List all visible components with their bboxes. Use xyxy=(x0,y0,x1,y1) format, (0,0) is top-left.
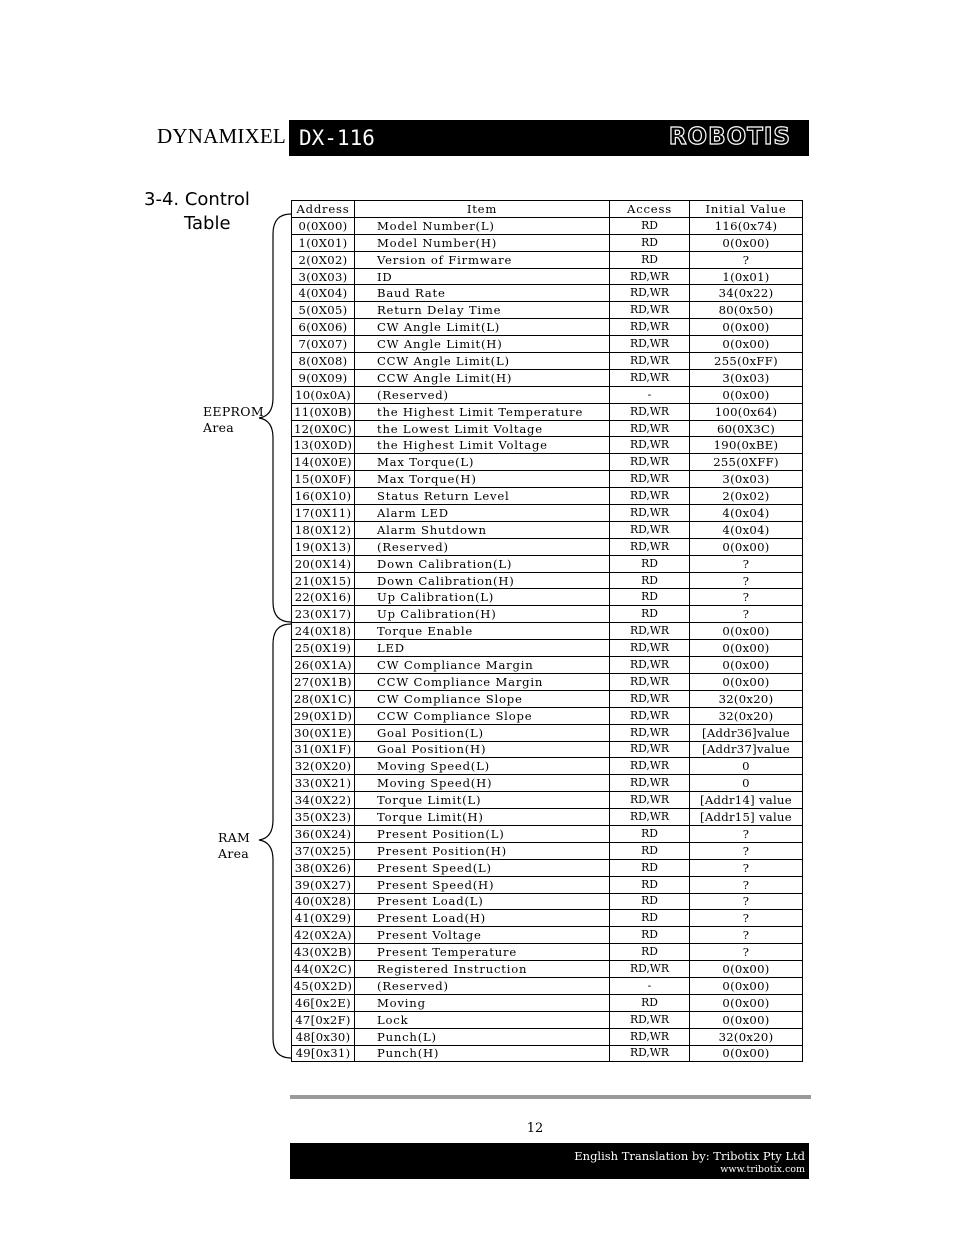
cell-item: Present Speed(H) xyxy=(355,876,610,893)
cell-item: Goal Position(H) xyxy=(355,741,610,758)
table-row xyxy=(292,640,803,657)
cell-initial-value: 0(0x00) xyxy=(690,673,803,690)
cell-item: Alarm Shutdown xyxy=(355,521,610,538)
table-body xyxy=(292,217,803,1062)
cell-item: Torque Enable xyxy=(355,623,610,640)
cell-item: the Highest Limit Voltage xyxy=(355,437,610,454)
cell-access: RD,WR xyxy=(610,538,690,555)
cell-access: RD,WR xyxy=(610,302,690,319)
cell-item: Version of Firmware xyxy=(355,251,610,268)
cell-item: Status Return Level xyxy=(355,488,610,505)
cell-access: RD xyxy=(610,572,690,589)
cell-initial-value: [Addr14] value xyxy=(690,792,803,809)
cell-initial-value: ? xyxy=(690,606,803,623)
robotis-logo: ROBOTIS xyxy=(668,124,791,150)
table-row xyxy=(292,606,803,623)
footer-divider xyxy=(290,1095,811,1099)
cell-access: RD,WR xyxy=(610,319,690,336)
ram-label-line2: Area xyxy=(218,846,250,861)
cell-access: RD xyxy=(610,555,690,572)
cell-item: Moving Speed(L) xyxy=(355,758,610,775)
cell-item: CCW Compliance Slope xyxy=(355,707,610,724)
cell-initial-value: 0(0x00) xyxy=(690,319,803,336)
cell-item: CW Angle Limit(H) xyxy=(355,336,610,353)
cell-address: 43(0X2B) xyxy=(292,944,355,961)
table-row xyxy=(292,876,803,893)
cell-initial-value: 80(0x50) xyxy=(690,302,803,319)
cell-initial-value: 32(0x20) xyxy=(690,1028,803,1045)
header-model: DX-116 xyxy=(299,126,375,150)
cell-initial-value: 0(0x00) xyxy=(690,1011,803,1028)
cell-address: 2(0X02) xyxy=(292,251,355,268)
cell-initial-value: 0(0x00) xyxy=(690,657,803,674)
cell-access: RD,WR xyxy=(610,741,690,758)
cell-item: Torque Limit(H) xyxy=(355,809,610,826)
cell-item: Alarm LED xyxy=(355,505,610,522)
table-row xyxy=(292,268,803,285)
cell-address: 4(0X04) xyxy=(292,285,355,302)
cell-address: 42(0X2A) xyxy=(292,927,355,944)
cell-item: (Reserved) xyxy=(355,977,610,994)
cell-access: RD,WR xyxy=(610,420,690,437)
cell-address: 15(0X0F) xyxy=(292,471,355,488)
cell-access: RD xyxy=(610,842,690,859)
table-row xyxy=(292,657,803,674)
cell-initial-value: 0(0x00) xyxy=(690,386,803,403)
cell-initial-value: [Addr15] value xyxy=(690,809,803,826)
table-row xyxy=(292,927,803,944)
cell-access: RD,WR xyxy=(610,775,690,792)
cell-initial-value: 0(0x00) xyxy=(690,640,803,657)
table-row xyxy=(292,792,803,809)
cell-access: - xyxy=(610,386,690,403)
cell-address: 23(0X17) xyxy=(292,606,355,623)
header-item: Item xyxy=(355,201,610,218)
cell-initial-value: 4(0x04) xyxy=(690,505,803,522)
cell-initial-value: 255(0xFF) xyxy=(690,353,803,370)
cell-address: 46[0x2E) xyxy=(292,994,355,1011)
cell-address: 10(0x0A) xyxy=(292,386,355,403)
cell-initial-value: ? xyxy=(690,825,803,842)
cell-initial-value: ? xyxy=(690,572,803,589)
cell-initial-value: 100(0x64) xyxy=(690,403,803,420)
table-row xyxy=(292,471,803,488)
cell-address: 37(0X25) xyxy=(292,842,355,859)
section-title-line2: Table xyxy=(184,213,231,234)
cell-access: RD xyxy=(610,234,690,251)
cell-initial-value: 0(0x00) xyxy=(690,977,803,994)
table-row xyxy=(292,420,803,437)
cell-address: 35(0X23) xyxy=(292,809,355,826)
cell-address: 9(0X09) xyxy=(292,369,355,386)
table-row xyxy=(292,505,803,522)
cell-initial-value: 32(0x20) xyxy=(690,707,803,724)
cell-access: RD,WR xyxy=(610,640,690,657)
cell-address: 40(0X28) xyxy=(292,893,355,910)
cell-access: RD,WR xyxy=(610,657,690,674)
cell-item: ID xyxy=(355,268,610,285)
cell-initial-value: 0 xyxy=(690,758,803,775)
cell-access: RD xyxy=(610,994,690,1011)
cell-address: 0(0X00) xyxy=(292,217,355,234)
cell-access: RD xyxy=(610,927,690,944)
cell-address: 29(0X1D) xyxy=(292,707,355,724)
table-row xyxy=(292,251,803,268)
cell-initial-value: 0(0x00) xyxy=(690,336,803,353)
footer-url: www.tribotix.com xyxy=(720,1164,805,1175)
cell-initial-value: ? xyxy=(690,876,803,893)
cell-item: Present Position(H) xyxy=(355,842,610,859)
cell-initial-value: 190(0xBE) xyxy=(690,437,803,454)
cell-item: Baud Rate xyxy=(355,285,610,302)
cell-access: RD xyxy=(610,825,690,842)
cell-access: RD xyxy=(610,859,690,876)
cell-access: RD,WR xyxy=(610,353,690,370)
cell-access: RD,WR xyxy=(610,1028,690,1045)
cell-address: 32(0X20) xyxy=(292,758,355,775)
cell-item: Moving Speed(H) xyxy=(355,775,610,792)
section-title xyxy=(144,188,250,236)
cell-item: the Highest Limit Temperature xyxy=(355,403,610,420)
cell-access: RD,WR xyxy=(610,437,690,454)
table-row xyxy=(292,1028,803,1045)
cell-item: CCW Angle Limit(L) xyxy=(355,353,610,370)
table-row xyxy=(292,1011,803,1028)
cell-initial-value: [Addr37]value xyxy=(690,741,803,758)
cell-item: Punch(L) xyxy=(355,1028,610,1045)
table-row xyxy=(292,775,803,792)
footer-bar xyxy=(290,1143,809,1179)
cell-access: - xyxy=(610,977,690,994)
cell-address: 45(0X2D) xyxy=(292,977,355,994)
cell-initial-value: 0(0x00) xyxy=(690,538,803,555)
table-row xyxy=(292,1045,803,1062)
table-row xyxy=(292,994,803,1011)
cell-item: (Reserved) xyxy=(355,538,610,555)
cell-initial-value: 34(0x22) xyxy=(690,285,803,302)
cell-item: Moving xyxy=(355,994,610,1011)
cell-address: 13(0X0D) xyxy=(292,437,355,454)
cell-address: 24(0X18) xyxy=(292,623,355,640)
cell-initial-value: ? xyxy=(690,251,803,268)
table-row xyxy=(292,741,803,758)
table-row xyxy=(292,437,803,454)
table-row xyxy=(292,369,803,386)
cell-item: Model Number(H) xyxy=(355,234,610,251)
cell-item: Return Delay Time xyxy=(355,302,610,319)
cell-initial-value: ? xyxy=(690,555,803,572)
cell-initial-value: [Addr36]value xyxy=(690,724,803,741)
table-row xyxy=(292,842,803,859)
table-row xyxy=(292,893,803,910)
table-row xyxy=(292,961,803,978)
cell-initial-value: ? xyxy=(690,944,803,961)
cell-access: RD,WR xyxy=(610,707,690,724)
eeprom-label-line2: Area xyxy=(203,420,235,435)
table-row xyxy=(292,825,803,842)
table-row xyxy=(292,403,803,420)
cell-address: 33(0X21) xyxy=(292,775,355,792)
table-row xyxy=(292,336,803,353)
table-row xyxy=(292,521,803,538)
cell-access: RD xyxy=(610,217,690,234)
cell-initial-value: ? xyxy=(690,893,803,910)
cell-initial-value: 255(0XFF) xyxy=(690,454,803,471)
cell-access: RD,WR xyxy=(610,690,690,707)
cell-item: Lock xyxy=(355,1011,610,1028)
header-bar xyxy=(289,120,809,156)
cell-item: Max Torque(H) xyxy=(355,471,610,488)
cell-address: 44(0X2C) xyxy=(292,961,355,978)
cell-access: RD xyxy=(610,893,690,910)
cell-initial-value: 0(0x00) xyxy=(690,623,803,640)
cell-item: Goal Position(L) xyxy=(355,724,610,741)
eeprom-brace-icon xyxy=(255,210,295,625)
cell-address: 30(0X1E) xyxy=(292,724,355,741)
table-row xyxy=(292,690,803,707)
cell-address: 18(0X12) xyxy=(292,521,355,538)
cell-address: 19(0X13) xyxy=(292,538,355,555)
cell-initial-value: ? xyxy=(690,910,803,927)
cell-access: RD,WR xyxy=(610,268,690,285)
table-row xyxy=(292,809,803,826)
cell-item: Present Load(L) xyxy=(355,893,610,910)
cell-access: RD,WR xyxy=(610,285,690,302)
cell-access: RD,WR xyxy=(610,403,690,420)
cell-item: (Reserved) xyxy=(355,386,610,403)
page-number: 12 xyxy=(526,1121,544,1136)
cell-item: LED xyxy=(355,640,610,657)
cell-address: 3(0X03) xyxy=(292,268,355,285)
cell-access: RD xyxy=(610,944,690,961)
table-row xyxy=(292,353,803,370)
cell-address: 39(0X27) xyxy=(292,876,355,893)
cell-item: Present Temperature xyxy=(355,944,610,961)
cell-access: RD,WR xyxy=(610,961,690,978)
cell-address: 26(0X1A) xyxy=(292,657,355,674)
table-row xyxy=(292,386,803,403)
cell-initial-value: 3(0x03) xyxy=(690,369,803,386)
cell-item: CW Angle Limit(L) xyxy=(355,319,610,336)
cell-item: Present Load(H) xyxy=(355,910,610,927)
header-access: Access xyxy=(610,201,690,218)
cell-address: 12(0X0C) xyxy=(292,420,355,437)
cell-item: CW Compliance Margin xyxy=(355,657,610,674)
cell-access: RD,WR xyxy=(610,724,690,741)
cell-item: Torque Limit(L) xyxy=(355,792,610,809)
cell-address: 36(0X24) xyxy=(292,825,355,842)
cell-access: RD xyxy=(610,251,690,268)
cell-address: 25(0X19) xyxy=(292,640,355,657)
ram-area-label xyxy=(218,830,250,862)
cell-address: 21(0X15) xyxy=(292,572,355,589)
cell-address: 22(0X16) xyxy=(292,589,355,606)
cell-address: 49[0x31) xyxy=(292,1045,355,1062)
cell-access: RD,WR xyxy=(610,673,690,690)
cell-address: 11(0X0B) xyxy=(292,403,355,420)
cell-item: Present Speed(L) xyxy=(355,859,610,876)
cell-address: 28(0X1C) xyxy=(292,690,355,707)
cell-item: CW Compliance Slope xyxy=(355,690,610,707)
cell-item: Present Position(L) xyxy=(355,825,610,842)
table-row xyxy=(292,758,803,775)
cell-address: 34(0X22) xyxy=(292,792,355,809)
cell-item: CCW Angle Limit(H) xyxy=(355,369,610,386)
cell-initial-value: 1(0x01) xyxy=(690,268,803,285)
cell-address: 17(0X11) xyxy=(292,505,355,522)
cell-initial-value: 116(0x74) xyxy=(690,217,803,234)
cell-initial-value: 32(0x20) xyxy=(690,690,803,707)
cell-access: RD,WR xyxy=(610,758,690,775)
cell-access: RD,WR xyxy=(610,1045,690,1062)
table-row xyxy=(292,572,803,589)
table-row xyxy=(292,217,803,234)
cell-initial-value: 0(0x00) xyxy=(690,994,803,1011)
cell-initial-value: ? xyxy=(690,842,803,859)
cell-initial-value: 60(0X3C) xyxy=(690,420,803,437)
cell-item: the Lowest Limit Voltage xyxy=(355,420,610,437)
cell-initial-value: 0(0x00) xyxy=(690,961,803,978)
cell-address: 20(0X14) xyxy=(292,555,355,572)
table-row xyxy=(292,589,803,606)
cell-address: 48[0x30) xyxy=(292,1028,355,1045)
cell-access: RD,WR xyxy=(610,505,690,522)
cell-access: RD,WR xyxy=(610,1011,690,1028)
control-table xyxy=(291,200,803,1062)
cell-access: RD,WR xyxy=(610,623,690,640)
cell-access: RD xyxy=(610,876,690,893)
cell-item: Registered Instruction xyxy=(355,961,610,978)
ram-brace-icon xyxy=(255,620,295,1062)
header-address: Address xyxy=(292,201,355,218)
table-row xyxy=(292,944,803,961)
cell-address: 5(0X05) xyxy=(292,302,355,319)
cell-initial-value: ? xyxy=(690,589,803,606)
table-row xyxy=(292,673,803,690)
table-row xyxy=(292,707,803,724)
table-row xyxy=(292,488,803,505)
cell-access: RD,WR xyxy=(610,454,690,471)
cell-address: 6(0X06) xyxy=(292,319,355,336)
table-row xyxy=(292,302,803,319)
cell-item: Down Calibration(L) xyxy=(355,555,610,572)
header-brand: DYNAMIXEL xyxy=(157,124,286,148)
section-title-line1: 3-4. Control xyxy=(144,189,250,210)
cell-item: Down Calibration(H) xyxy=(355,572,610,589)
cell-address: 7(0X07) xyxy=(292,336,355,353)
table-row xyxy=(292,319,803,336)
cell-address: 1(0X01) xyxy=(292,234,355,251)
table-header-row xyxy=(292,201,803,218)
cell-initial-value: 2(0x02) xyxy=(690,488,803,505)
cell-access: RD,WR xyxy=(610,809,690,826)
cell-initial-value: 0(0x00) xyxy=(690,1045,803,1062)
cell-address: 38(0X26) xyxy=(292,859,355,876)
cell-address: 8(0X08) xyxy=(292,353,355,370)
cell-access: RD,WR xyxy=(610,336,690,353)
cell-initial-value: 4(0x04) xyxy=(690,521,803,538)
cell-access: RD xyxy=(610,589,690,606)
cell-item: Model Number(L) xyxy=(355,217,610,234)
cell-address: 31(0X1F) xyxy=(292,741,355,758)
cell-address: 27(0X1B) xyxy=(292,673,355,690)
cell-access: RD,WR xyxy=(610,792,690,809)
cell-access: RD,WR xyxy=(610,488,690,505)
cell-initial-value: ? xyxy=(690,859,803,876)
table-row xyxy=(292,859,803,876)
cell-item: Present Voltage xyxy=(355,927,610,944)
cell-address: 16(0X10) xyxy=(292,488,355,505)
cell-initial-value: ? xyxy=(690,927,803,944)
header-initial-value: Initial Value xyxy=(690,201,803,218)
table-row xyxy=(292,724,803,741)
cell-initial-value: 0 xyxy=(690,775,803,792)
cell-item: Punch(H) xyxy=(355,1045,610,1062)
cell-item: Up Calibration(L) xyxy=(355,589,610,606)
footer-translation: English Translation by: Tribotix Pty Ltd xyxy=(574,1149,805,1163)
eeprom-label-line1: EEPROM xyxy=(203,404,264,419)
cell-item: CCW Compliance Margin xyxy=(355,673,610,690)
cell-access: RD xyxy=(610,606,690,623)
table-row xyxy=(292,910,803,927)
table-row xyxy=(292,555,803,572)
cell-access: RD xyxy=(610,910,690,927)
table-row xyxy=(292,538,803,555)
cell-address: 14(0X0E) xyxy=(292,454,355,471)
table-row xyxy=(292,977,803,994)
cell-access: RD,WR xyxy=(610,369,690,386)
cell-initial-value: 0(0x00) xyxy=(690,234,803,251)
table-row xyxy=(292,454,803,471)
cell-initial-value: 3(0x03) xyxy=(690,471,803,488)
ram-label-line1: RAM xyxy=(218,830,251,845)
cell-access: RD,WR xyxy=(610,471,690,488)
table-row xyxy=(292,234,803,251)
cell-item: Up Calibration(H) xyxy=(355,606,610,623)
cell-access: RD,WR xyxy=(610,521,690,538)
table-row xyxy=(292,285,803,302)
cell-item: Max Torque(L) xyxy=(355,454,610,471)
cell-address: 47[0x2F) xyxy=(292,1011,355,1028)
cell-address: 41(0X29) xyxy=(292,910,355,927)
table-row xyxy=(292,623,803,640)
